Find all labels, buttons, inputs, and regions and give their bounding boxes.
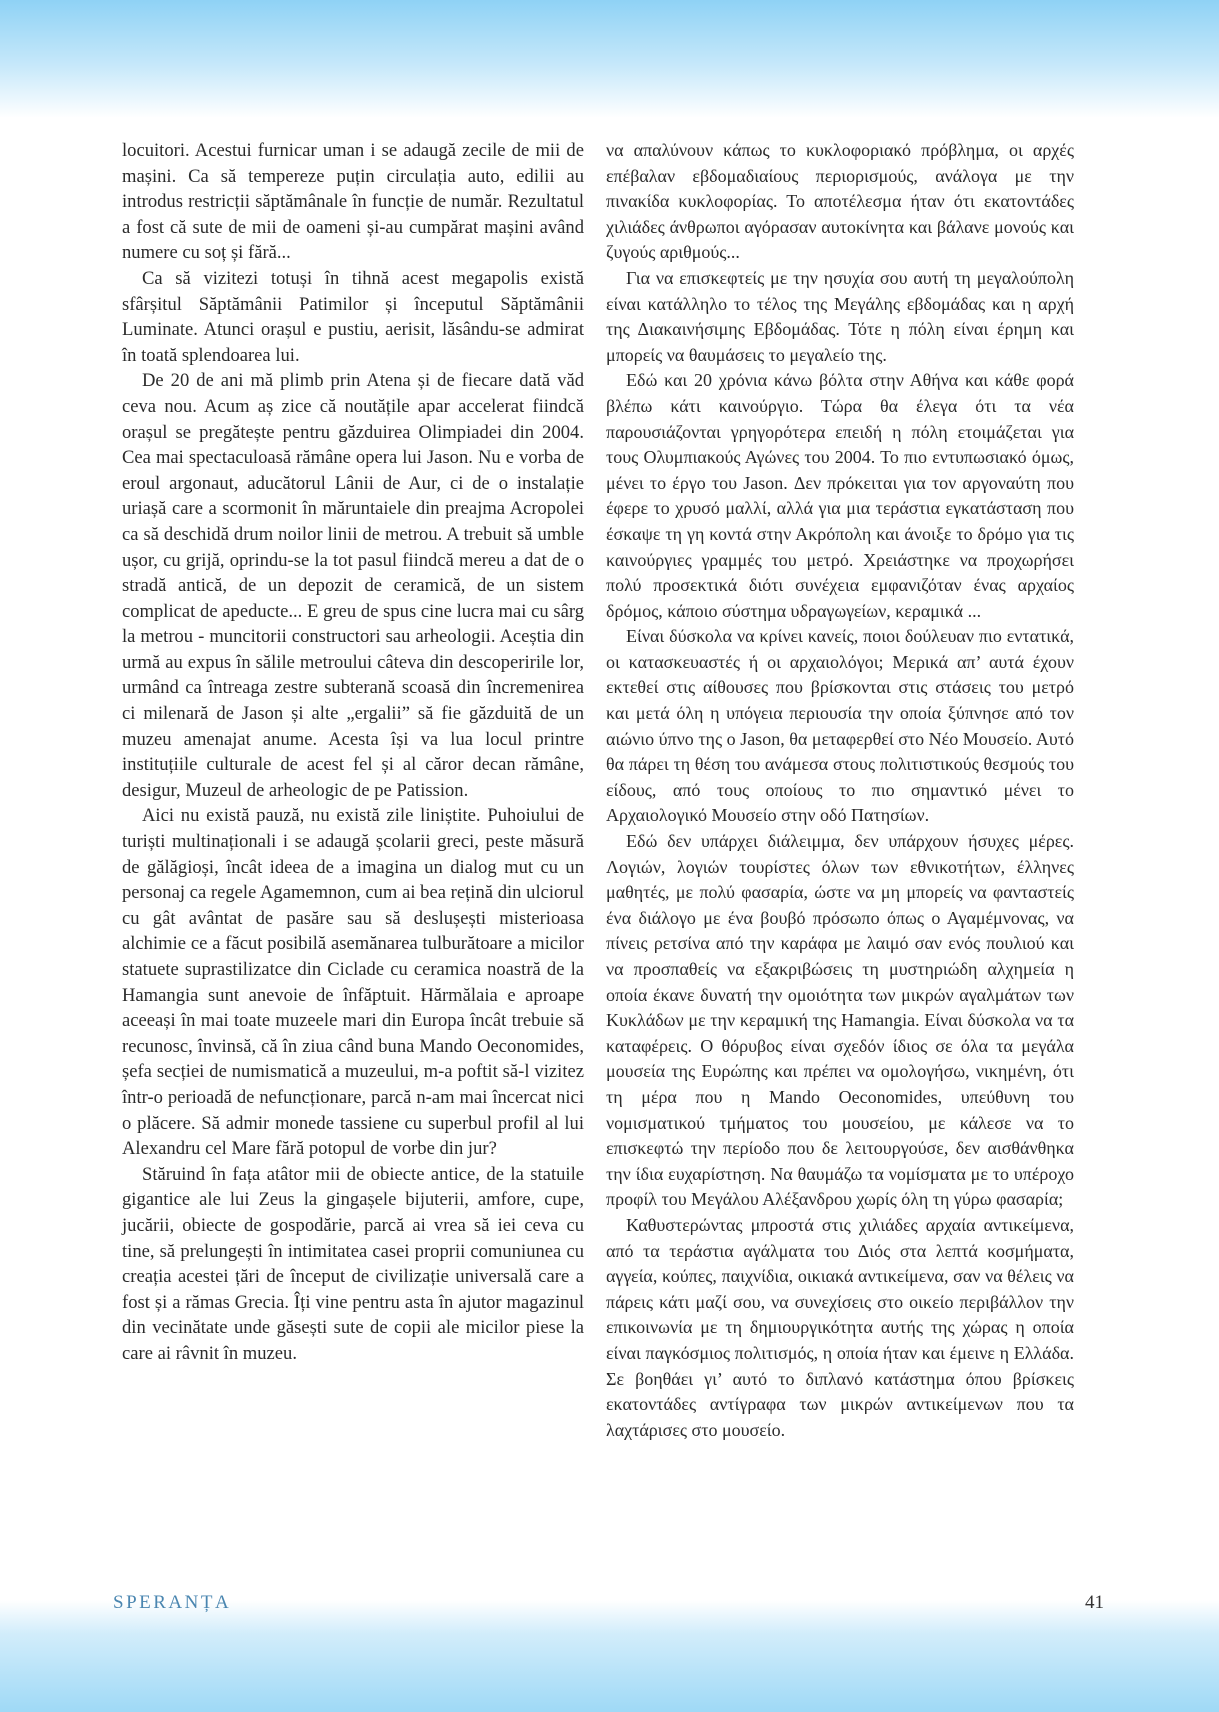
el-paragraph-1: να απαλύνουν κάπως το κυκλοφοριακό πρόβλημα, οι αρχές επέβαλαν εβδομαδιαίους περιορισμούς, ανάλογα με την πινακίδα κυκλοφορίας. Το αποτέλεσμα ήταν ότι εκατοντάδες χιλιάδες άνθρωποι αγόρασαν αυτοκίνητα και βάλανε μονούς και ζυγούς αριθμούς... <box>606 140 1074 263</box>
ro-paragraph-4: Aici nu există pauză, nu există zile liniștite. Puhoiului de turiști multinaționali i se adaugă școlarii greci, peste măsură de gălăgioși, încât ideea de a imagina un dialog mut cu un personaj ca regele Agamemnon, cum ai bea rețină din ulciorul cu gât avântat de pasăre sau să deslușești misterioasa alchimie ce a făcut posibilă asemănarea tulburătoare a micilor statuete suprastilizatce din Ciclade cu ceramica noastră de la Hamangia sunt anevoie de înfăptuit. Hărmălaia e aproape aceeași în mai toate muzeele mari din Europa încât trebuie să recunosc, învinsă, că în ziua când buna Mando Oeconomides, șefa secției de numismatică a muzeului, m-a poftit să-l vizitez într-o perioadă de nefuncționare, parcă n-am mai încercat nici o plăcere. Să admir monede tassiene cu superbul profil al lui Alexandru cel Mare fără potopul de vorbe din jur? <box>122 805 584 1160</box>
el-paragraph-4: Είναι δύσκολα να κρίνει κανείς, ποιοι δούλευαν πιο εντατικά, οι κατασκευαστές ή οι αρχαιολόγοι; Μερικά απ’ αυτά έχουν εκτεθεί στις αίθουσες που βρίσκονται στις στάσεις του μετρό και μετά όλη η υπόγεια περιουσία την οποία ξύπνησε από τον αιώνιο ύπνο της ο Jason, θα μεταφερθεί στο Νέο Μουσείο. Αυτό θα πάρει τη θέση του ανάμεσα στους πολιτιστικούς θεσμούς του είδους, από τους οποίους το πιο σημαντικό μένει το Αρχαιολογικό Μουσείο στην οδό Πατησίων. <box>606 626 1074 826</box>
el-paragraph-5: Εδώ δεν υπάρχει διάλειμμα, δεν υπάρχουν ήσυχες μέρες. Λογιών, λογιών τουρίστες όλων των εθνικοτήτων, έλληνες μαθητές, με πολύ φασαρία, ώστε να μη μπορείς να φανταστείς ένα διάλογο με ένα βουβό πρόσωπο όπως ο Αγαμέμνονας, να πίνεις ρετσίνα από την καράφα με λαιμό σαν ενός πουλιού και να προσπαθείς να εξακριβώσεις τη μυστηριώδη αλχημεία η οποία έκανε δυνατή την ομοιότητα των μικρών αγαλμάτων των Κυκλάδων με την κεραμική της Hamangia. Είναι δύσκολα να τα καταφέρεις. Ο θόρυβος είναι σχεδόν ίδιος σε όλα τα μεγάλα μουσεία της Ευρώπης και πρέπει να ομολογήσω, νικημένη, ότι τη μέρα που η Mando Oeconomides, υπεύθυνη του νομισματικού τμήματος του μουσείου, με κάλεσε να το επισκεφτώ την περίοδο που δε λειτουργούσε, δεν αισθάνθηκα την ίδια ευχαρίστηση. Να θαυμάζω τα νομίσματα με το υπέροχο προφίλ του Μεγάλου Αλέξανδρου χωρίς όλη τη γύρω φασαρία; <box>606 831 1074 1210</box>
top-decorative-band <box>0 0 1219 118</box>
ro-paragraph-3: De 20 de ani mă plimb prin Atena și de fiecare dată văd ceva nou. Acum aș zice că noutățile apar accelerat fiindcă orașul se pregătește pentru găzduirea Olimpiadei din 2004. Cea mai spectaculoasă rămâne opera lui Jason. Nu e vorba de eroul argonaut, aducătorul Lânii de Aur, ci de o instalație uriașă care a scormonit în măruntaiele din preajma Acropolei ca să deschidă drum noilor linii de metrou. A trebuit să umble ușor, cu grijă, oprindu-se la tot pasul fiindcă mereu a dat de o stradă antică, de un depozit de ceramică, de un sistem complicat de apeducte... E greu de spus cine lucra mai cu sârg la metrou - muncitorii constructori sau arheologii. Aceștia din urmă au expus în sălile metroului câteva din descoperirile lor, urmând ca întreaga zestre subterană scoasă din încremenirea ci milenară de Jason și alte „ergalii” să fie găzduită de un muzeu amenajat anume. Acesta își va lua locul printre instituțiile culturale de acest fel și al căror decan rămâne, desigur, Muzeul de arheologic de pe Patission. <box>122 370 584 801</box>
bottom-decorative-band <box>0 1600 1219 1712</box>
page-number: 41 <box>1085 1592 1104 1613</box>
ro-paragraph-5: Stăruind în fața atâtor mii de obiecte antice, de la statuile gigantice ale lui Zeus la gingașele bijuterii, amfore, cupe, jucării, obiecte de gospodărie, parcă ai vrea să iei ceva cu tine, să prelungești în intimitatea casei proprii comuniunea cu creația acestei țări de început de civilizație universală care a fost și a rămas Grecia. Îți vine pentru asta în ajutor magazinul din vecinătate unde găsești sute de copii ale micilor piese la care ai râvnit în muzeu. <box>122 1163 584 1364</box>
el-paragraph-2: Για να επισκεφτείς με την ησυχία σου αυτή τη μεγαλούπολη είναι κατάλληλο το τέλος της Μεγάλης εβδομάδας και η αρχή της Διακαινήσιμης Εβδομάδας. Τότε η πόλη είναι έρημη και μπορείς να θαυμάσεις το μεγαλείο της. <box>606 267 1074 365</box>
romanian-text-column <box>122 138 584 1367</box>
ro-paragraph-1: locuitori. Acestui furnicar uman i se adaugă zecile de mii de mașini. Ca să tempereze puțin circulația auto, edilii au introdus restricții săptămânale în funcție de număr. Rezultatul a fost că sute de mii de oameni și-au cumpărat mașini având numere cu soț și fără... <box>122 140 584 264</box>
publication-title: SPERANȚA <box>113 1592 232 1613</box>
el-paragraph-6: Καθυστερώντας μπροστά στις χιλιάδες αρχαία αντικείμενα, από τα τεράστια αγάλματα του Διός στα λεπτά κοσμήματα, αγγεία, κούπες, παιχνίδια, οικιακά αντικείμενα, σαν να θέλεις να πάρεις κάτι μαζί σου, να συνεχίσεις στο οικείο περιβάλλον την επικοινωνία με τη δημιουργικότητα αυτής της χώρας η οποία είναι παγκόσμιος πολιτισμός, η οποία ήταν και έμεινε η Ελλάδα. Σε βοηθάει γι’ αυτό το διπλανό κατάστημα όπου βρίσκεις εκατοντάδες αντίγραφα των μικρών αντικείμενων που τα λαχτάρισες στο μουσείο. <box>606 1214 1074 1440</box>
el-paragraph-3: Εδώ και 20 χρόνια κάνω βόλτα στην Αθήνα και κάθε φορά βλέπω κάτι καινούργιο. Τώρα θα έλεγα ότι τα νέα παρουσιάζονται γρηγορότερα επειδή η πόλη ετοιμάζεται για τους Ολυμπιακούς Αγώνες του 2004. Το πιο εντυπωσιακό όμως, μένει το έργο του Jason. Δεν πρόκειται για τον αργοναύτη που έφερε το χρυσό μαλλί, αλλά για μια τεράστια εγκατάσταση που έσκαψε τη γη κοντά στην Ακρόπολη και άνοιξε το δρόμο για τις καινούργιες γραμμές του μετρό. Χρειάστηκε να προχωρήσει πολύ προσεκτικά διότι συνέχεια εμφανιζόταν ένας αρχαίος δρόμος, κάποιο σύστημα υδραγωγείων, κεραμικά ... <box>606 370 1074 621</box>
ro-paragraph-2: Ca să vizitezi totuși în tihnă acest megapolis există sfârșitul Săptămânii Patimilor și începutul Săptămânii Luminate. Atunci orașul e pustiu, aerisit, lăsându-se admirat în toată splendoarea lui. <box>122 267 584 366</box>
greek-text-column <box>606 138 1074 1443</box>
